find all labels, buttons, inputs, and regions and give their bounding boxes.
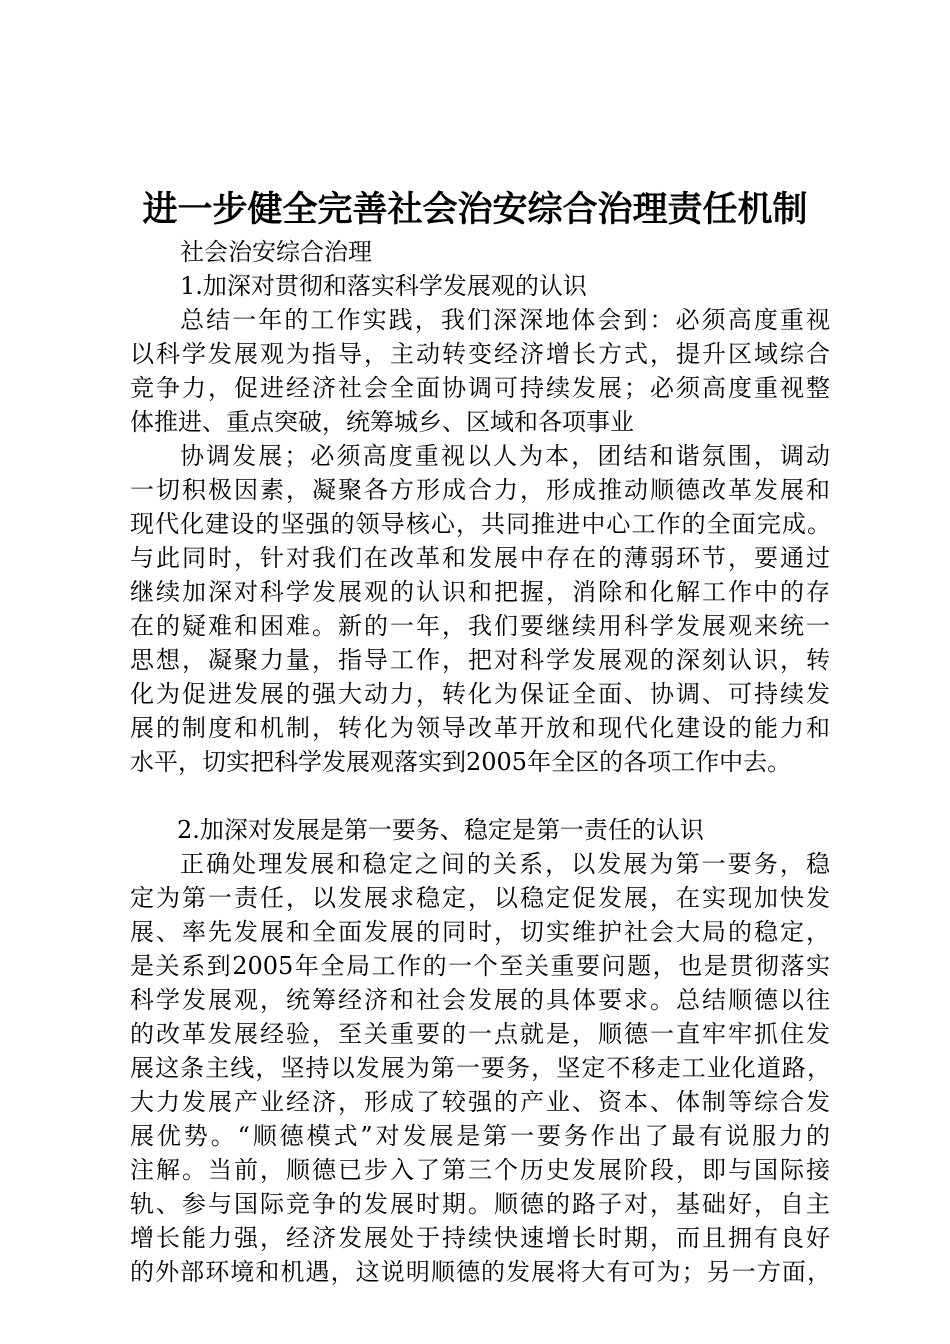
section-1-heading: 1.加深对贯彻和落实科学发展观的认识 <box>180 272 587 300</box>
text-line: 水平，切实把科学发展观落实到2005年全区的各项工作中去。 <box>130 748 792 776</box>
text-line: 以科学发展观为指导，主动转变经济增长方式，提升区域综合 <box>130 340 830 368</box>
text-line: 协调发展；必须高度重视以人为本，团结和谐氛围，调动 <box>180 442 830 470</box>
text-line: 化为促进发展的强大动力，转化为保证全面、协调、可持续发 <box>130 680 830 708</box>
text-line: 的改革发展经验，至关重要的一点就是，顺德一直牢牢抓住发 <box>130 1020 830 1048</box>
text-line: 是关系到2005年全局工作的一个至关重要问题，也是贯彻落实 <box>130 952 830 980</box>
text-line: 在的疑难和困难。新的一年，我们要继续用科学发展观来统一 <box>130 612 830 640</box>
text-line: 大力发展产业经济，形成了较强的产业、资本、体制等综合发 <box>130 1088 830 1116</box>
text-line: 一切积极因素，凝聚各方形成合力，形成推动顺德改革发展和 <box>130 476 830 504</box>
text-line: 注解。当前，顺德已步入了第三个历史发展阶段，即与国际接 <box>130 1156 830 1184</box>
text-line: 竞争力，促进经济社会全面协调可持续发展；必须高度重视整 <box>130 374 830 402</box>
text-line: 科学发展观，统筹经济和社会发展的具体要求。总结顺德以往 <box>130 986 830 1014</box>
text-line: 的外部环境和机遇，这说明顺德的发展将大有可为；另一方面， <box>130 1258 830 1286</box>
text-line: 正确处理发展和稳定之间的关系，以发展为第一要务，稳 <box>180 850 830 878</box>
text-line: 体推进、重点突破，统筹城乡、区域和各项事业 <box>130 408 634 436</box>
text-line: 展这条主线，坚持以发展为第一要务，坚定不移走工业化道路， <box>130 1054 830 1082</box>
text-line: 增长能力强，经济发展处于持续快速增长时期，而且拥有良好 <box>130 1224 830 1252</box>
text-line: 展的制度和机制，转化为领导改革开放和现代化建设的能力和 <box>130 714 830 742</box>
text-line: 思想，凝聚力量，指导工作，把对科学发展观的深刻认识，转 <box>130 646 830 674</box>
text-line: 展优势。“顺德模式”对发展是第一要务作出了最有说服力的 <box>130 1122 830 1150</box>
text-line: 与此同时，针对我们在改革和发展中存在的薄弱环节，要通过 <box>130 544 830 572</box>
text-line: 轨、参与国际竞争的发展时期。顺德的路子对，基础好，自主 <box>130 1190 830 1218</box>
subtitle: 社会治安综合治理 <box>180 238 372 266</box>
text-line: 继续加深对科学发展观的认识和把握，消除和化解工作中的存 <box>130 578 830 606</box>
section-2-heading: 2.加深对发展是第一要务、稳定是第一责任的认识 <box>177 816 704 844</box>
document-title: 进一步健全完善社会治安综合治理责任机制 <box>142 189 808 230</box>
text-line: 定为第一责任，以发展求稳定，以稳定促发展，在实现加快发 <box>130 884 830 912</box>
text-line: 现代化建设的坚强的领导核心，共同推进中心工作的全面完成。 <box>130 510 830 538</box>
text-line: 展、率先发展和全面发展的同时，切实维护社会大局的稳定， <box>130 918 830 946</box>
text-line: 总结一年的工作实践，我们深深地体会到：必须高度重视 <box>180 306 830 334</box>
